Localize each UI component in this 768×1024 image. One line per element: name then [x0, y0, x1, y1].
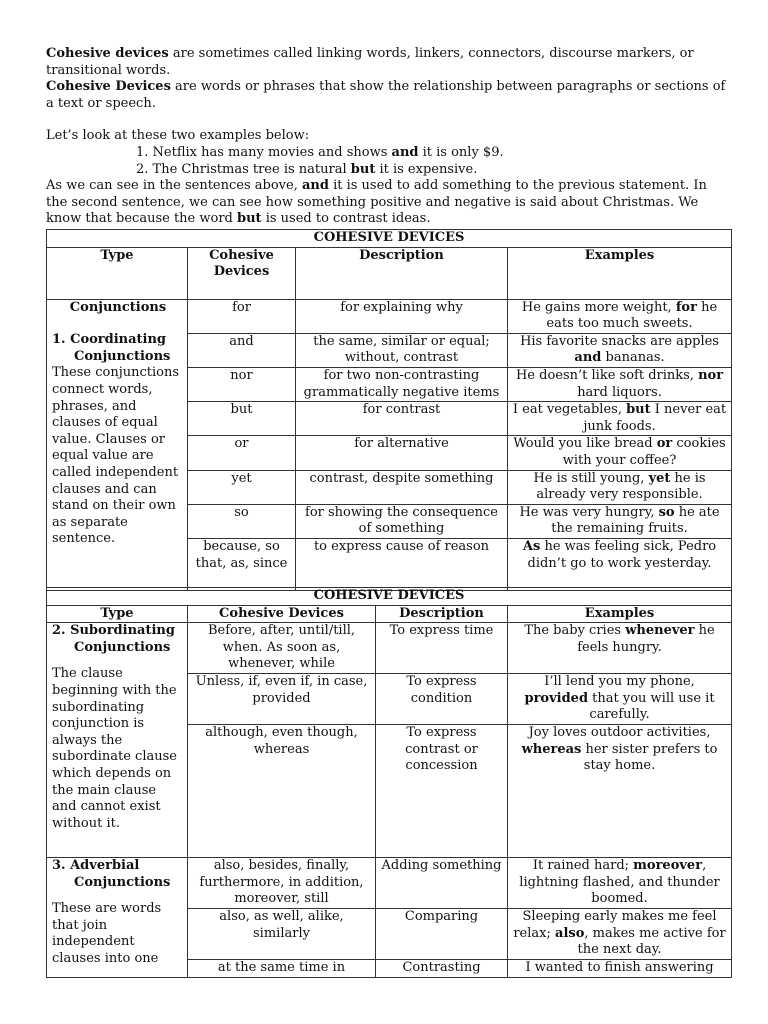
bold-word: provided	[524, 690, 589, 706]
bold-word: and	[301, 178, 329, 194]
example-cell	[508, 623, 732, 674]
text: are words or phrases that show the relationship between paragraphs or sections of a text or speech.	[46, 79, 726, 111]
description-cell: To express condition	[376, 673, 508, 724]
example-cell	[508, 959, 732, 977]
device-cell: and	[188, 333, 296, 367]
bold-term: Cohesive devices	[46, 46, 169, 61]
text: He gains more weight,	[521, 299, 676, 315]
text: He is still young,	[533, 470, 649, 486]
text: it is used to add something to the previous statement. In the second sentence, we can see how something positive and negative is said about Christmas. We know that because the word	[46, 178, 707, 227]
device-cell: nor	[188, 367, 296, 401]
paragraph-explanation	[46, 178, 726, 228]
text: her sister prefers to stay home.	[581, 741, 718, 774]
text: Sleeping early makes me feel relax;	[513, 908, 717, 941]
text: he is already very responsible.	[536, 470, 706, 503]
type-subtitle: 2. Subordinating Conjunctions	[52, 623, 175, 655]
intro-text	[46, 46, 726, 228]
text: he was feeling sick, Pedro didn’t go to work yesterday.	[527, 538, 717, 571]
example-cell	[508, 470, 732, 504]
type-subtitle: 1. Coordinating Conjunctions	[52, 332, 171, 364]
description-cell: for alternative	[296, 436, 508, 470]
cohesive-devices-table-2	[46, 587, 732, 978]
bold-word: but	[237, 211, 262, 227]
example-list	[46, 145, 726, 178]
paragraph-examples-intro: Let’s look at these two examples below:	[46, 128, 310, 144]
text: His favorite snacks are apples	[520, 333, 719, 349]
bold-word: and	[574, 350, 602, 366]
text: He was very hungry,	[519, 504, 659, 520]
text: 1. Netflix has many movies and shows	[136, 144, 392, 160]
bold-word: whenever	[625, 623, 695, 639]
device-cell: or	[188, 436, 296, 470]
header-description: Description	[296, 247, 508, 299]
type-description: These conjunctions connect words, phrases, and clauses of equal value. Clauses or equal value are called independent clauses and can stand on their own as separate sentence.	[52, 365, 180, 547]
description-cell: for showing the consequence of something	[296, 504, 508, 538]
text: It rained hard;	[532, 857, 634, 873]
text: he ate the remaining fruits.	[551, 504, 720, 537]
text: Joy loves outdoor activities,	[528, 724, 711, 740]
device-cell: Unless, if, even if, in case, provided	[188, 673, 376, 724]
text: , lightning flashed, and thunder boomed.	[519, 857, 720, 907]
header-examples: Examples	[508, 605, 732, 623]
text: I never eat junk foods.	[583, 402, 727, 434]
table-caption: COHESIVE DEVICES	[47, 588, 732, 606]
device-cell: because, so that, as, since	[188, 538, 296, 590]
example-1	[136, 145, 726, 162]
header-type: Type	[47, 605, 188, 623]
text: hard liquors.	[577, 384, 662, 400]
paragraph-definition-2	[46, 79, 726, 112]
device-cell: Before, after, until/till, when. As soon as, whenever, while	[188, 623, 376, 674]
example-cell	[508, 724, 732, 857]
type-title: Conjunctions	[69, 299, 167, 315]
bold-word: or	[656, 436, 673, 452]
bold-word: whereas	[521, 741, 582, 757]
bold-word: and	[391, 144, 419, 160]
bold-word: also	[555, 925, 585, 941]
text: is used to contrast ideas.	[261, 211, 431, 227]
type-subtitle: 3. Adverbial Conjunctions	[52, 857, 171, 890]
text: he eats too much sweets.	[546, 299, 718, 332]
device-cell: for	[188, 299, 296, 333]
header-devices: Cohesive Devices	[188, 247, 296, 299]
bold-word: so	[658, 504, 675, 520]
description-cell: for explaining why	[296, 299, 508, 333]
example-2	[136, 162, 726, 179]
paragraph-definition-1	[46, 46, 726, 79]
text: I eat vegetables,	[512, 402, 627, 418]
table-caption: COHESIVE DEVICES	[47, 230, 732, 248]
bold-word: yet	[648, 470, 671, 486]
text: I’ll lend you my phone,	[544, 673, 695, 689]
header-description: Description	[376, 605, 508, 623]
text: 2. The Christmas tree is natural	[136, 161, 351, 177]
text: bananas.	[601, 350, 665, 366]
text: , makes me active for the next day.	[577, 925, 726, 958]
text: I wanted to finish answering	[525, 959, 714, 975]
bold-term: Cohesive Devices	[46, 79, 171, 95]
description-cell: Contrasting	[376, 959, 508, 977]
description-cell: for contrast	[296, 402, 508, 436]
header-type: Type	[47, 247, 188, 299]
bold-word: but	[626, 402, 651, 418]
example-cell	[508, 333, 732, 367]
description-cell: for two non-contrasting grammatically negative items	[296, 367, 508, 401]
text: he feels hungry.	[577, 623, 715, 655]
type-description: The clause beginning with the subordinating conjunction is always the subordinate clause which depends on the main clause and cannot exist without it.	[52, 666, 177, 831]
example-cell	[508, 857, 732, 908]
example-cell	[508, 436, 732, 470]
description-cell: Adding something	[376, 857, 508, 908]
cohesive-devices-table-1	[46, 229, 732, 591]
bold-word: nor	[698, 367, 724, 383]
bold-word: for	[675, 299, 697, 315]
device-cell: at the same time in	[188, 959, 376, 977]
bold-word: moreover	[633, 857, 703, 873]
text: it is only $9.	[418, 144, 504, 160]
description-cell: To express time	[376, 623, 508, 674]
bold-word: but	[350, 161, 376, 177]
type-cell-adverbial	[47, 857, 188, 977]
example-cell	[508, 402, 732, 436]
description-cell: contrast, despite something	[296, 470, 508, 504]
device-cell: also, besides, finally, furthermore, in addition, moreover, still	[188, 857, 376, 908]
example-cell	[508, 504, 732, 538]
example-cell	[508, 299, 732, 333]
device-cell: but	[188, 402, 296, 436]
text: it is expensive.	[375, 161, 478, 177]
text: Would you like bread	[513, 436, 657, 452]
text: are sometimes called linking words, linkers, connectors, discourse markers, or transitional words.	[46, 46, 694, 78]
text: The baby cries	[524, 623, 626, 639]
type-cell-subordinating	[47, 623, 188, 858]
text: cookies with your coffee?	[562, 436, 726, 468]
description-cell: To express contrast or concession	[376, 724, 508, 857]
type-description: These are words that join independent clauses into one	[52, 901, 162, 966]
device-cell: although, even though, whereas	[188, 724, 376, 857]
text: As we can see in the sentences above,	[46, 178, 302, 194]
device-cell: yet	[188, 470, 296, 504]
example-cell	[508, 673, 732, 724]
device-cell: also, as well, alike, similarly	[188, 908, 376, 959]
example-cell	[508, 367, 732, 401]
header-devices: Cohesive Devices	[188, 605, 376, 623]
description-cell: Comparing	[376, 908, 508, 959]
header-examples: Examples	[508, 247, 732, 299]
bold-word: As	[522, 538, 541, 554]
example-cell	[508, 908, 732, 959]
type-cell-coordinating	[47, 299, 188, 590]
description-cell: to express cause of reason	[296, 538, 508, 590]
text: that you will use it carefully.	[588, 690, 715, 723]
device-cell: so	[188, 504, 296, 538]
example-cell	[508, 538, 732, 590]
text: He doesn’t like soft drinks,	[515, 367, 699, 383]
description-cell: the same, similar or equal; without, contrast	[296, 333, 508, 367]
